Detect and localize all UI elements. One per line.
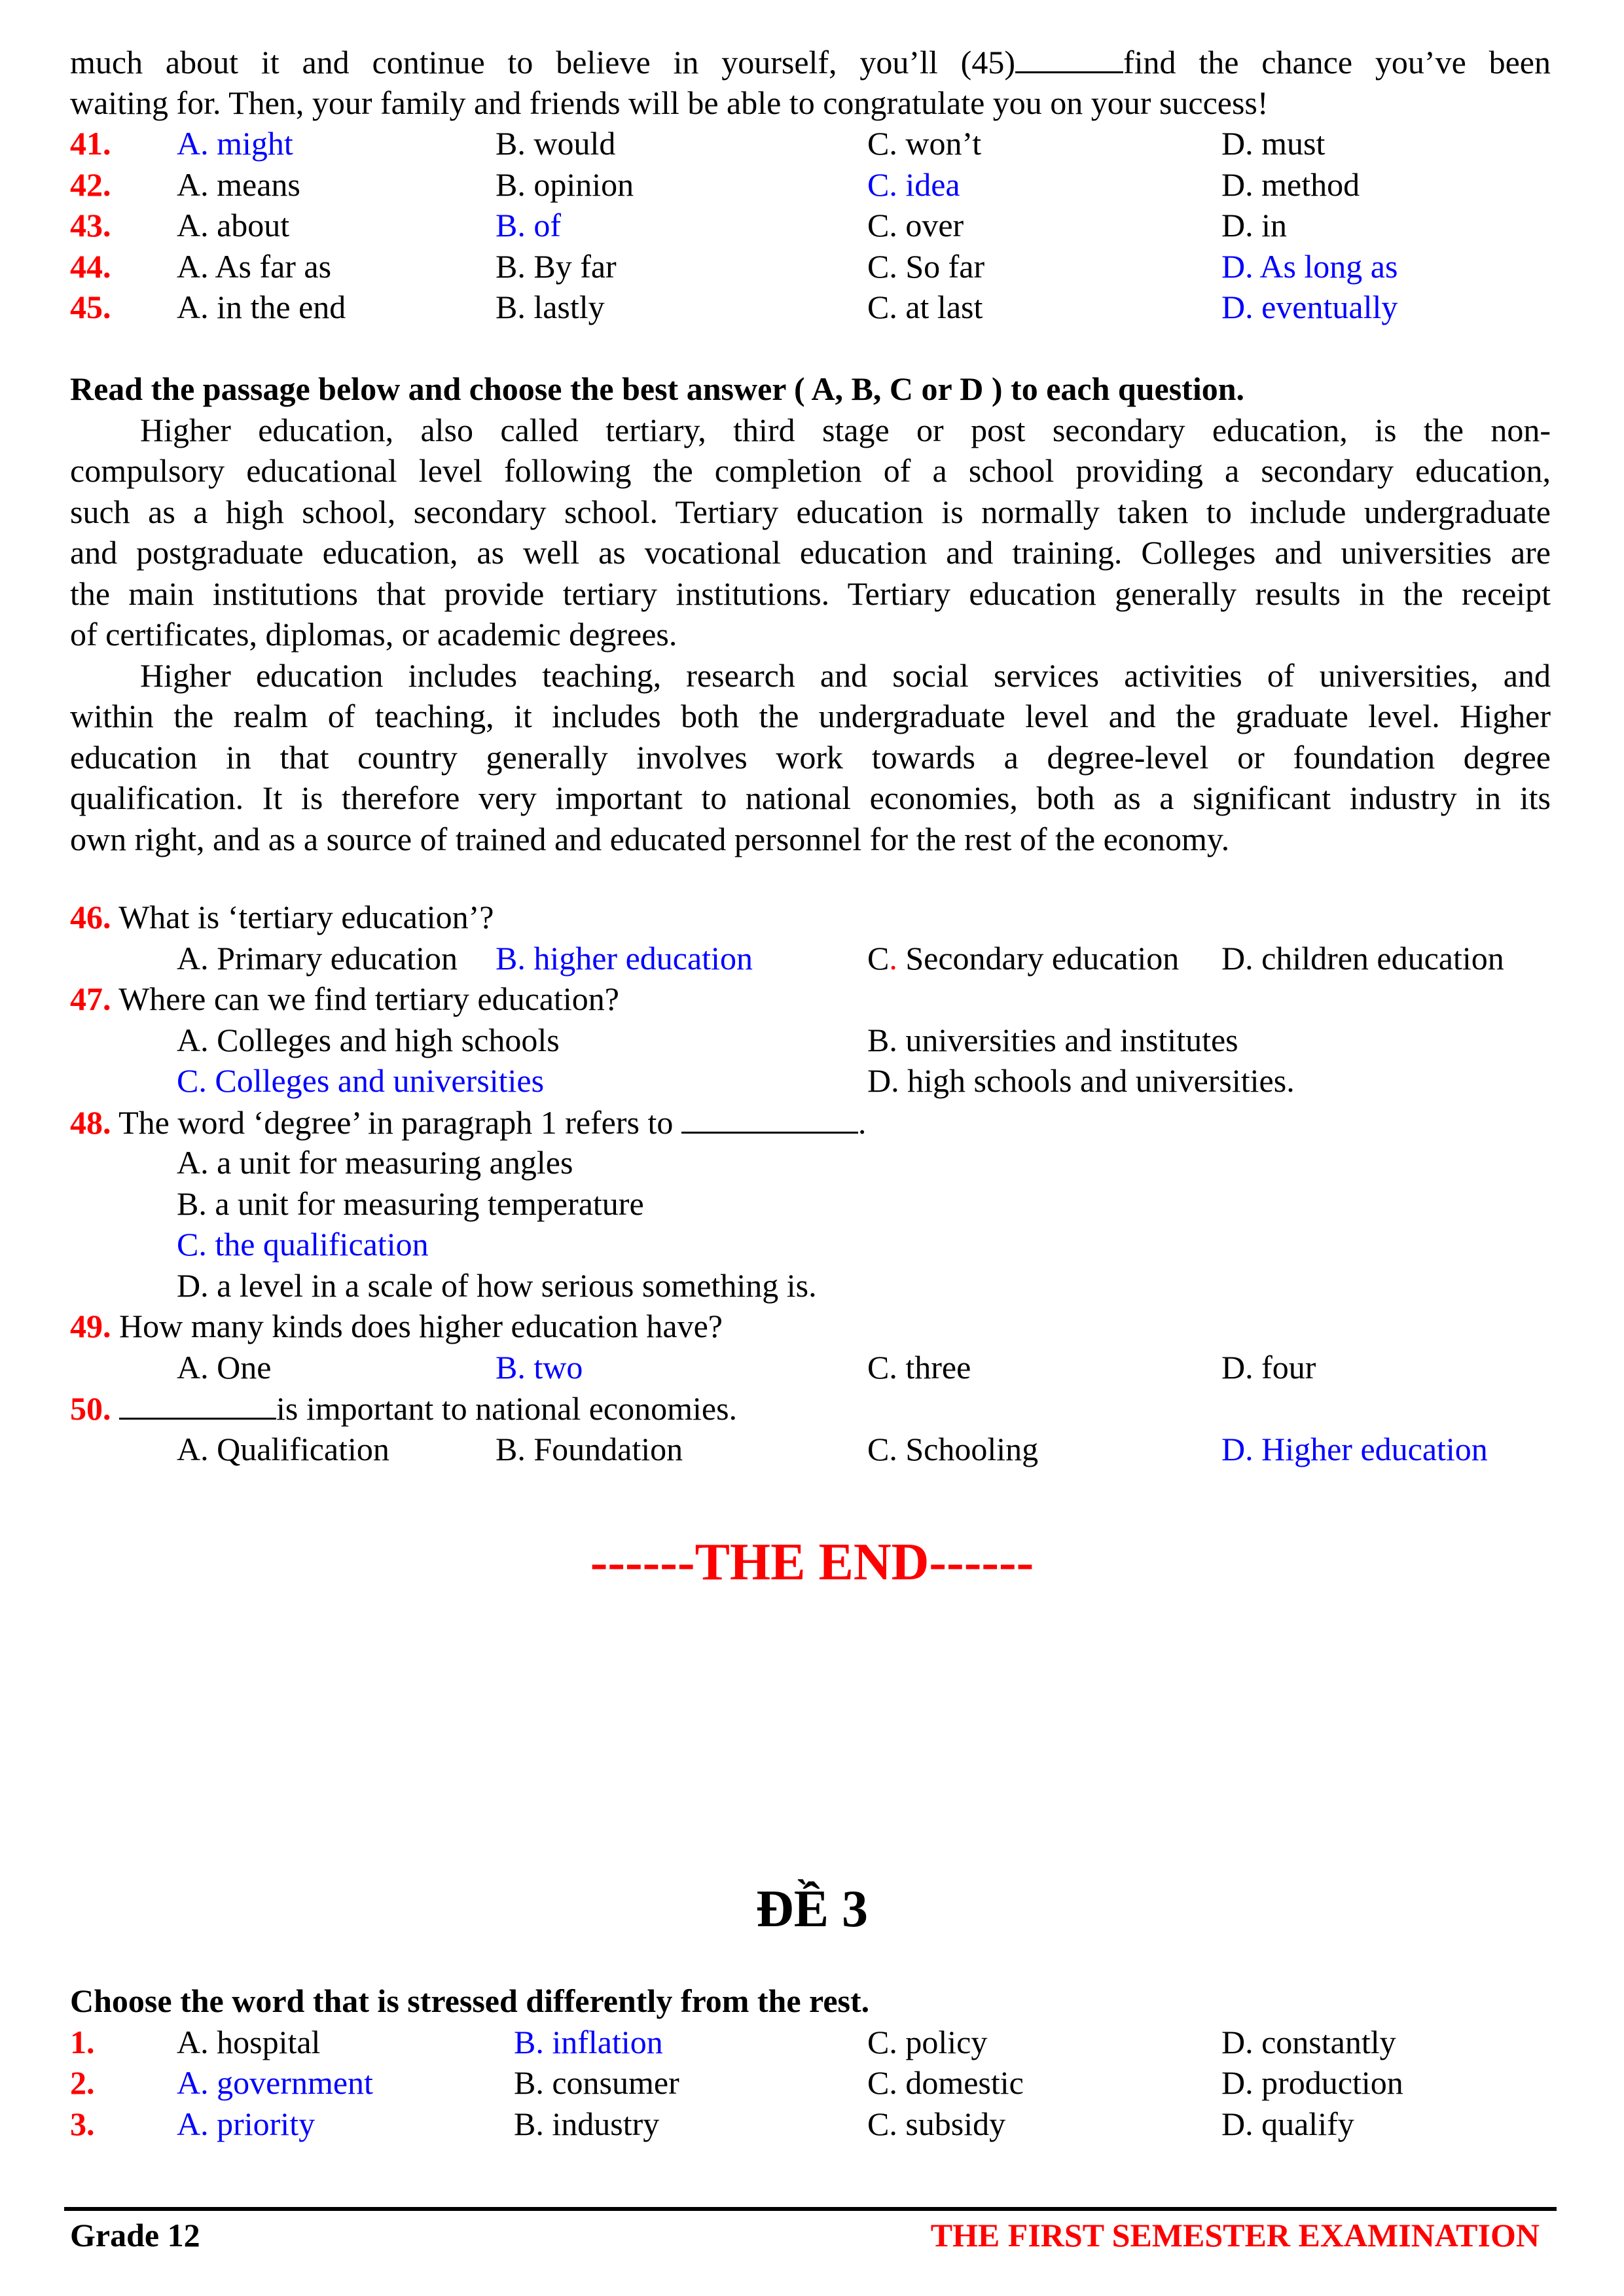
answer-option[interactable]: C. won’t bbox=[867, 125, 982, 162]
options-row bbox=[70, 1183, 1551, 1225]
answer-option[interactable]: B. of bbox=[496, 207, 561, 243]
passage-line: education in that country generally involves work towards a degree-level or foundation degree bbox=[70, 738, 1551, 776]
passage-line: such as a high school, secondary school. Tertiary education is normally taken to include undergraduate bbox=[70, 493, 1551, 530]
reading-heading: Read the passage below and choose the best answer ( A, B, C or D ) to each question. bbox=[70, 370, 1245, 407]
answer-option[interactable]: C. three bbox=[867, 1348, 971, 1386]
question-number: 50. bbox=[70, 1390, 111, 1427]
question-number: 47. bbox=[70, 980, 111, 1017]
passage-text: much about it and continue to believe in yourself, you’ll (45) bbox=[70, 44, 1015, 81]
question-number: 45. bbox=[70, 289, 111, 325]
options-row bbox=[70, 1265, 1551, 1306]
answer-option[interactable]: C. Colleges and universities bbox=[177, 1062, 545, 1099]
options-row bbox=[70, 1429, 1551, 1470]
answer-option[interactable]: A. One bbox=[177, 1348, 272, 1386]
reading-questions bbox=[70, 897, 1551, 1469]
passage-text: find the chance you’ve been bbox=[1123, 44, 1551, 81]
answer-option[interactable]: A. might bbox=[177, 125, 293, 162]
answer-option[interactable]: B. lastly bbox=[496, 289, 605, 325]
answer-option[interactable]: A. a unit for measuring angles bbox=[177, 1144, 573, 1181]
answer-option[interactable]: A. about bbox=[177, 207, 290, 243]
question-number: 44. bbox=[70, 247, 111, 285]
answer-option[interactable]: A. Qualification bbox=[177, 1430, 389, 1467]
option-text: Secondary education bbox=[897, 939, 1180, 977]
question-number: 1. bbox=[70, 2023, 95, 2060]
answer-option[interactable]: D. constantly bbox=[1221, 2023, 1396, 2060]
options-row bbox=[70, 1224, 1551, 1265]
question-row bbox=[70, 2022, 1551, 2063]
passage-line: compulsory educational level following the completion of a school providing a secondary education, bbox=[70, 452, 1551, 489]
question-text: The word ‘degree’ in paragraph 1 refers to bbox=[118, 1103, 674, 1141]
answer-option[interactable]: D. high schools and universities. bbox=[867, 1062, 1295, 1099]
answer-option[interactable]: B. By far bbox=[496, 247, 617, 285]
question-text-suffix: . bbox=[857, 1103, 867, 1141]
answer-option[interactable]: D. a level in a scale of how serious something is. bbox=[177, 1266, 817, 1304]
answer-option[interactable]: B. Foundation bbox=[496, 1430, 683, 1467]
answer-option[interactable]: A. hospital bbox=[177, 2023, 321, 2060]
reading-section bbox=[70, 368, 1551, 859]
answer-option[interactable]: C. idea bbox=[867, 166, 960, 203]
passage-line: within the realm of teaching, it includes both the undergraduate level and the graduate level. Higher bbox=[70, 698, 1551, 734]
answer-option[interactable]: D. four bbox=[1221, 1348, 1316, 1386]
question-text: is important to national economies. bbox=[276, 1390, 738, 1427]
answer-option[interactable]: D. in bbox=[1221, 207, 1287, 243]
question-number: 48. bbox=[70, 1103, 111, 1141]
question-row bbox=[70, 287, 1551, 328]
answer-option[interactable]: B. universities and institutes bbox=[867, 1021, 1238, 1058]
options-row bbox=[70, 938, 1551, 979]
stress-section bbox=[70, 1981, 1551, 2144]
question-stem bbox=[70, 978, 1551, 1020]
stress-heading: Choose the word that is stressed differently from the rest. bbox=[70, 1982, 870, 2019]
option-letter: C bbox=[867, 939, 890, 977]
passage-line: Higher education, also called tertiary, third stage or post secondary education, is the non- bbox=[140, 411, 1551, 448]
options-row bbox=[70, 1020, 1551, 1061]
answer-option[interactable]: B. inflation bbox=[514, 2023, 663, 2060]
answer-option[interactable]: B. two bbox=[496, 1348, 583, 1386]
question-number: 3. bbox=[70, 2105, 95, 2142]
answer-blank bbox=[119, 1388, 276, 1420]
question-row bbox=[70, 2062, 1551, 2104]
answer-option[interactable]: B. would bbox=[496, 125, 616, 162]
answer-option[interactable]: B. opinion bbox=[496, 166, 634, 203]
answer-option[interactable]: A. in the end bbox=[177, 289, 346, 325]
footer-right: THE FIRST SEMESTER EXAMINATION bbox=[930, 2217, 1540, 2253]
option-dot: . bbox=[889, 939, 897, 977]
passage-line: qualification. It is therefore very important to national economies, both as a significant industry in its bbox=[70, 780, 1551, 816]
answer-blank bbox=[1015, 41, 1123, 73]
answer-option[interactable]: D. children education bbox=[1221, 939, 1504, 977]
passage-line: the main institutions that provide tertiary institutions. Tertiary education generally results in the receipt bbox=[70, 575, 1551, 612]
passage-line: and postgraduate education, as well as vocational education and training. Colleges and universities are bbox=[70, 534, 1551, 571]
question-text: How many kinds does higher education have? bbox=[119, 1308, 723, 1344]
answer-option[interactable]: D. production bbox=[1221, 2064, 1403, 2101]
answer-option[interactable]: C. at last bbox=[867, 289, 983, 325]
answer-option[interactable]: C. So far bbox=[867, 247, 985, 285]
question-text: What is ‘tertiary education’? bbox=[118, 899, 494, 935]
footer-divider bbox=[64, 2207, 1557, 2211]
passage-line bbox=[70, 41, 1551, 82]
question-number: 42. bbox=[70, 166, 111, 203]
question-stem bbox=[70, 1388, 1551, 1429]
answer-option[interactable]: A. Colleges and high schools bbox=[177, 1021, 560, 1058]
question-row bbox=[70, 123, 1551, 164]
question-row bbox=[70, 246, 1551, 287]
options-row bbox=[70, 1060, 1551, 1102]
answer-option[interactable] bbox=[867, 938, 1179, 979]
answer-option[interactable]: D. As long as bbox=[1221, 247, 1398, 285]
question-stem bbox=[70, 1306, 1551, 1347]
test-title: ĐỀ 3 bbox=[755, 1880, 869, 1938]
answer-option[interactable]: A. priority bbox=[177, 2105, 316, 2142]
options-row bbox=[70, 1142, 1551, 1183]
question-number: 43. bbox=[70, 207, 111, 243]
answer-option[interactable]: C. domestic bbox=[867, 2064, 1024, 2101]
answer-option[interactable]: C. subsidy bbox=[867, 2105, 1006, 2142]
answer-option[interactable]: C. the qualification bbox=[177, 1226, 429, 1263]
answer-option[interactable]: B. industry bbox=[514, 2105, 660, 2142]
passage-line: of certificates, diplomas, or academic degrees. bbox=[70, 616, 677, 653]
question-number: 41. bbox=[70, 125, 111, 162]
answer-option[interactable]: A. Primary education bbox=[177, 939, 458, 977]
passage-line: own right, and as a source of trained and educated personnel for the rest of the economy. bbox=[70, 820, 1230, 857]
answer-option[interactable]: A. government bbox=[177, 2064, 373, 2101]
answer-option[interactable]: B. higher education bbox=[496, 939, 753, 977]
answer-option[interactable]: A. As far as bbox=[177, 247, 332, 285]
answer-blank bbox=[681, 1102, 858, 1134]
question-number: 46. bbox=[70, 899, 111, 935]
footer-left: Grade 12 bbox=[70, 2217, 200, 2253]
passage-line: Higher education includes teaching, research and social services activities of universities, and bbox=[140, 656, 1551, 694]
question-number: 49. bbox=[70, 1308, 111, 1344]
answer-option[interactable]: D. eventually bbox=[1221, 289, 1398, 325]
answer-option[interactable]: C. Schooling bbox=[867, 1430, 1039, 1467]
answer-option[interactable]: D. Higher education bbox=[1221, 1430, 1488, 1467]
question-stem bbox=[70, 1102, 1551, 1143]
the-end-banner: ------THE END------ bbox=[590, 1534, 1034, 1591]
question-stem bbox=[70, 897, 1551, 938]
answer-option[interactable]: A. means bbox=[177, 166, 300, 203]
cloze-section bbox=[70, 41, 1551, 328]
question-text: Where can we find tertiary education? bbox=[118, 980, 619, 1017]
question-row bbox=[70, 2104, 1551, 2145]
answer-option[interactable]: B. consumer bbox=[514, 2064, 679, 2101]
answer-option[interactable]: D. method bbox=[1221, 166, 1360, 203]
passage-line: waiting for. Then, your family and friends will be able to congratulate you on your success! bbox=[70, 84, 1269, 121]
question-number: 2. bbox=[70, 2064, 95, 2101]
answer-option[interactable]: D. qualify bbox=[1221, 2105, 1354, 2142]
answer-option[interactable]: C. policy bbox=[867, 2023, 988, 2060]
question-row bbox=[70, 164, 1551, 206]
options-row bbox=[70, 1347, 1551, 1388]
answer-option[interactable]: C. over bbox=[867, 207, 964, 243]
answer-option[interactable]: B. a unit for measuring temperature bbox=[177, 1185, 644, 1222]
question-row bbox=[70, 205, 1551, 246]
answer-option[interactable]: D. must bbox=[1221, 125, 1326, 162]
